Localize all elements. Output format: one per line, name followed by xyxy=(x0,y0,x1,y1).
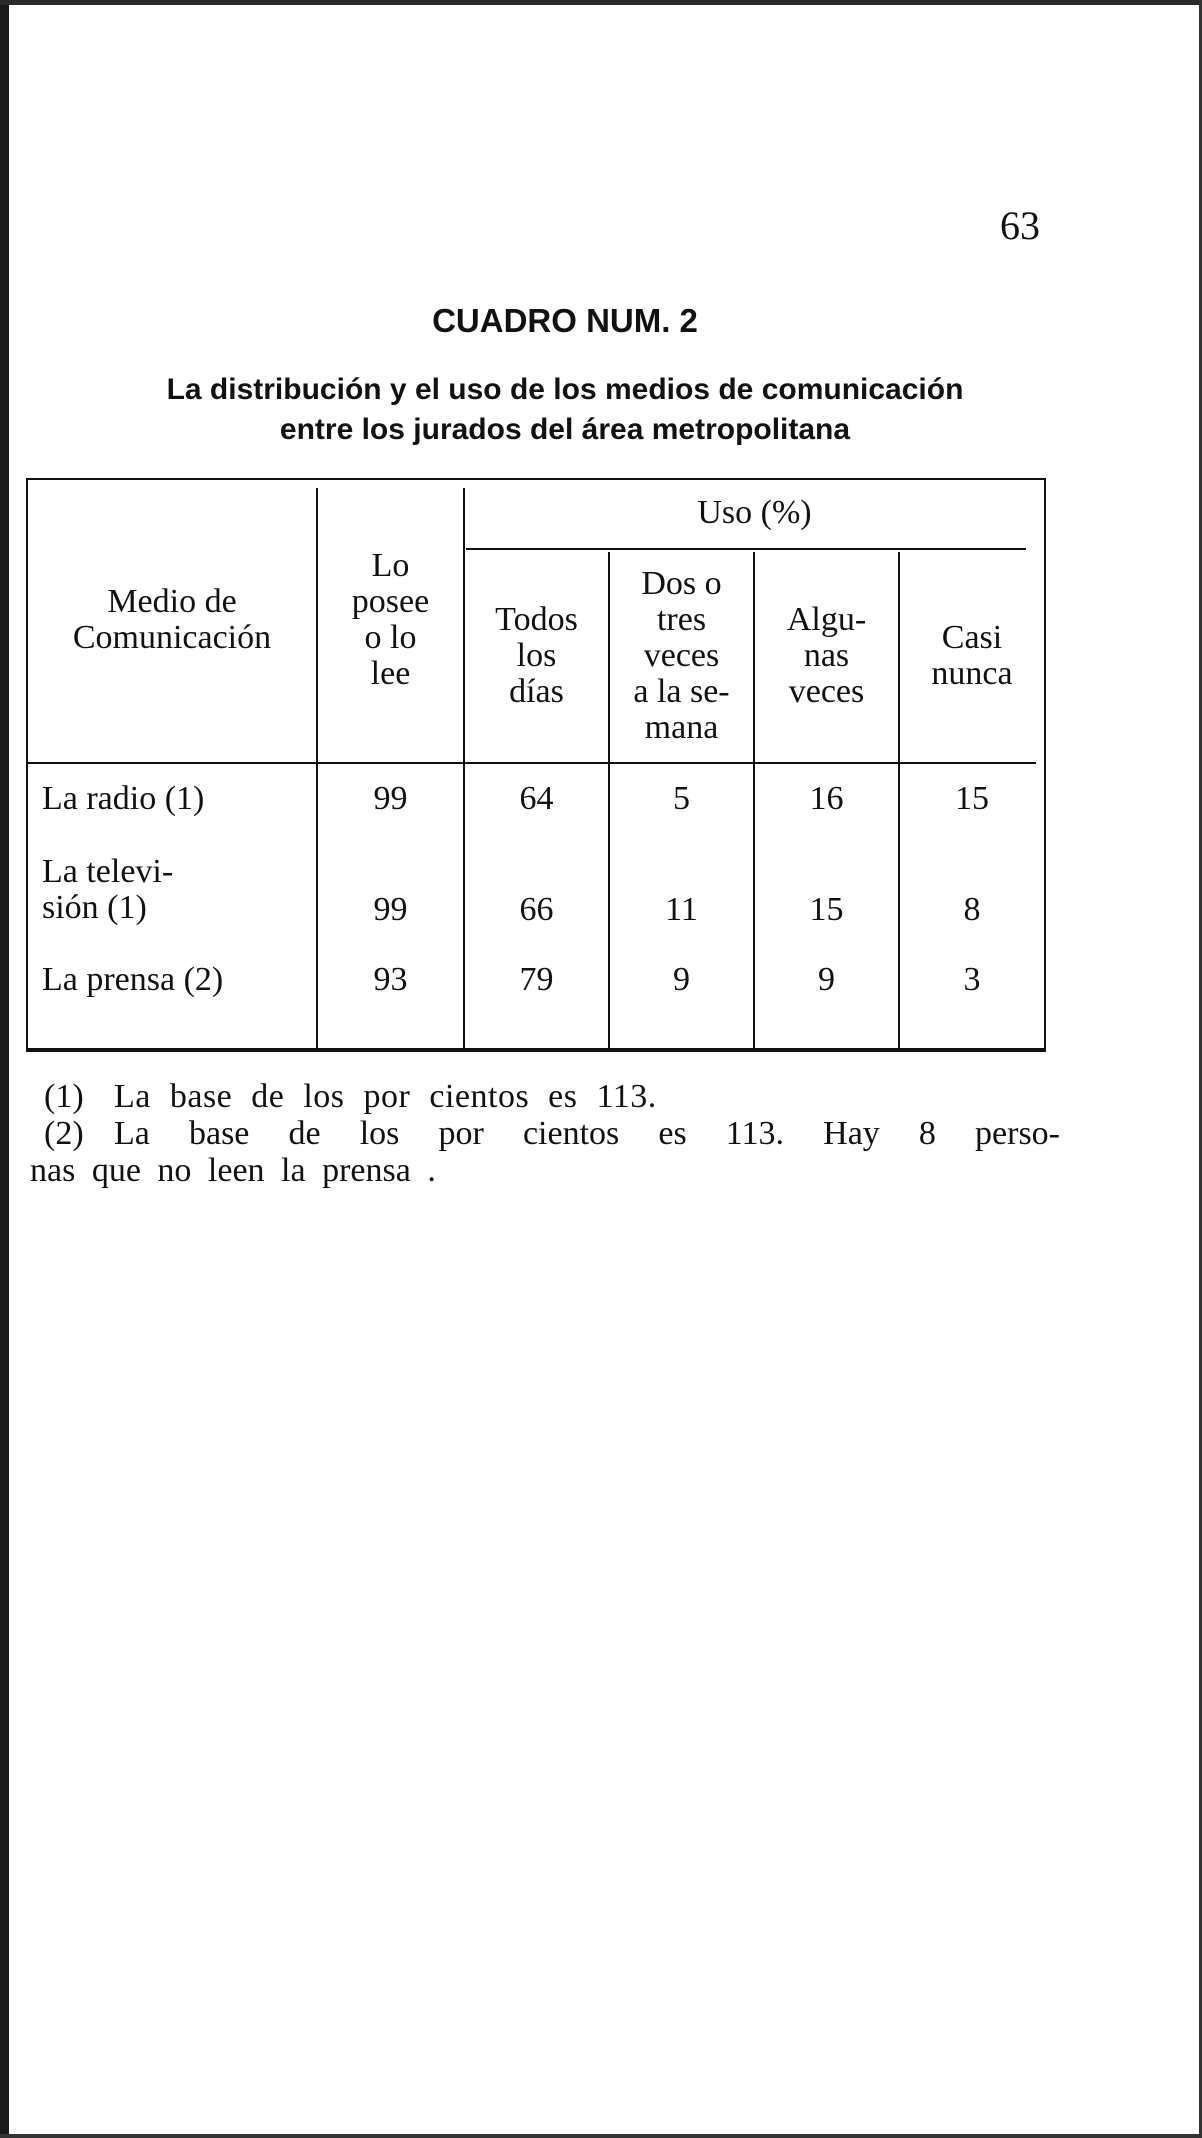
footnote-2-text: La base de los por cientos es 113. Hay 8 perso- xyxy=(114,1115,1060,1152)
header-dos: Dos o tres veces a la se- mana xyxy=(633,565,730,746)
footnote-2 xyxy=(30,1115,1060,1152)
header-algunas: Algu- nas veces xyxy=(786,601,867,710)
header-todos: Todos los días xyxy=(495,601,578,710)
row-prensa-algunas: 9 xyxy=(818,961,835,998)
page-number: 63 xyxy=(1000,203,1040,248)
footnote-1 xyxy=(30,1078,1060,1115)
row-radio-casi: 15 xyxy=(955,780,989,817)
row-television-todos: 66 xyxy=(519,891,554,928)
row-radio-dos: 5 xyxy=(673,780,690,817)
row-radio-medio: La radio (1) xyxy=(42,780,205,817)
header-medio: Medio de Comunicación xyxy=(72,583,272,656)
row-radio-todos: 64 xyxy=(519,780,554,817)
caption-line-1: La distribución y el uso de los medios de comunicación xyxy=(166,373,964,406)
caption-line-2: entre los jurados del área metropolitana xyxy=(279,413,851,446)
row-prensa-medio: La prensa (2) xyxy=(42,961,224,998)
footnote-2-number: (2) xyxy=(44,1115,84,1152)
scan-edge-bottom xyxy=(0,2134,1202,2138)
row-television-posee: 99 xyxy=(373,891,408,928)
header-casi: Casi nunca xyxy=(931,619,1013,692)
row-television-medio: La televi- sión (1) xyxy=(42,853,174,926)
row-radio-posee: 99 xyxy=(373,780,408,817)
table-right-border xyxy=(1044,478,1046,1050)
header-bottom-rule xyxy=(26,762,1036,764)
table-caption xyxy=(30,370,1100,450)
header-posee: Lo posee o lo lee xyxy=(351,547,430,692)
row-radio-algunas: 16 xyxy=(809,780,844,817)
footnote-1-number: (1) xyxy=(44,1078,84,1115)
footnote-1-text: La base de los por cientos es 113. xyxy=(114,1078,657,1115)
row-television-casi: 8 xyxy=(963,891,981,928)
scan-edge-top xyxy=(0,0,1202,5)
row-television-algunas: 15 xyxy=(809,891,844,928)
header-uso-group: Uso (%) xyxy=(697,494,812,531)
table-number: CUADRO NUM. 2 xyxy=(432,302,698,339)
data-table xyxy=(26,478,1046,1053)
row-television-dos: 11 xyxy=(665,891,698,928)
row-prensa-dos: 9 xyxy=(673,961,690,998)
footnote-2-continuation: nas que no leen la prensa . xyxy=(30,1152,436,1189)
row-prensa-posee: 93 xyxy=(373,961,408,998)
table-bottom-rule xyxy=(26,1048,1046,1052)
footnotes xyxy=(30,1078,1060,1189)
row-prensa-todos: 79 xyxy=(519,961,554,998)
row-prensa-casi: 3 xyxy=(963,961,981,998)
